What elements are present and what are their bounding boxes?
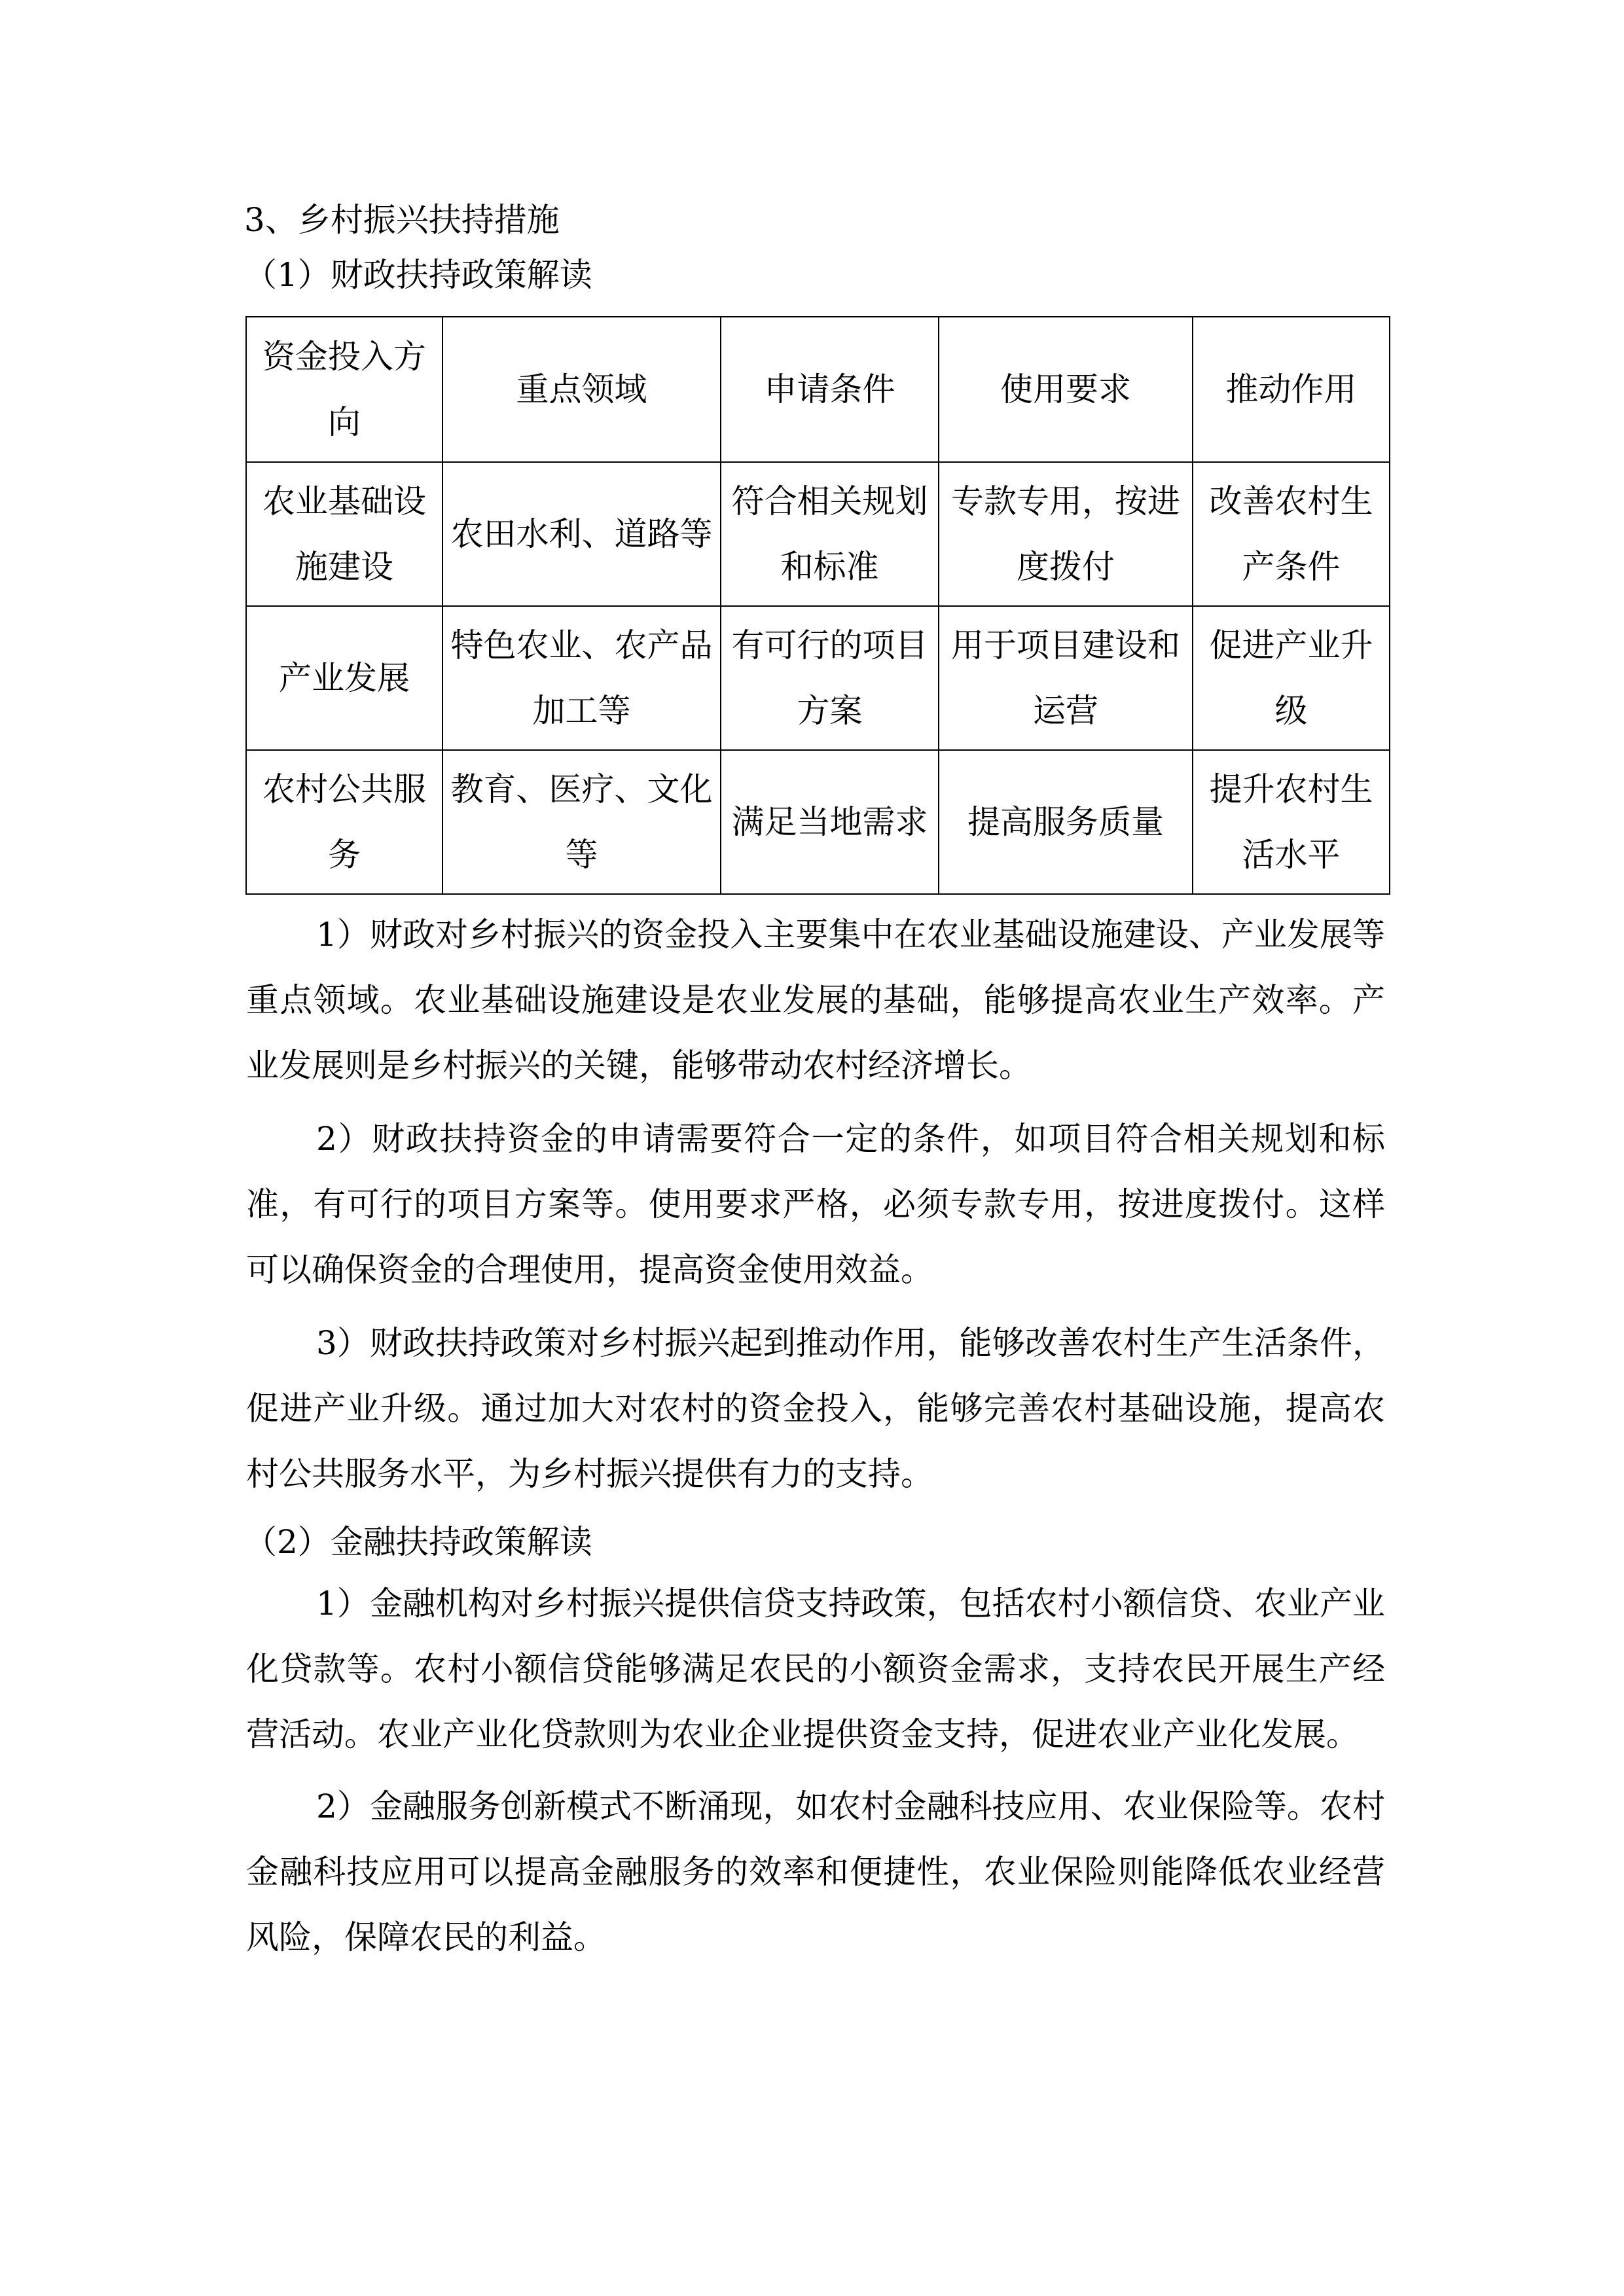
- table-cell: 有可行的项目方案: [721, 606, 939, 750]
- fiscal-support-table: [245, 316, 1390, 895]
- table-cell: 改善农村生产条件: [1193, 462, 1390, 606]
- table-header-cell: 推动作用: [1193, 317, 1390, 462]
- table-cell: 提升农村生活水平: [1193, 750, 1390, 894]
- table-cell: 农村公共服务: [246, 750, 442, 894]
- table-cell: 农业基础设施建设: [246, 462, 442, 606]
- table-cell: 产业发展: [246, 606, 442, 750]
- fiscal-point-3: 3）财政扶持政策对乡村振兴起到推动作用，能够改善农村生产生活条件，促进产业升级。通过加大对农村的资金投入，能够完善农村基础设施，提高农村公共服务水平，为乡村振兴提供有力的支持。: [246, 1324, 1385, 1493]
- table-header-cell: 重点领域: [442, 317, 721, 462]
- table-header-cell: 申请条件: [721, 317, 939, 462]
- table-cell: 教育、医疗、文化等: [442, 750, 721, 894]
- table-cell: 促进产业升级: [1193, 606, 1390, 750]
- fiscal-point-2: 2）财政扶持资金的申请需要符合一定的条件，如项目符合相关规划和标准，有可行的项目方案等。使用要求严格，必须专款专用，按进度拨付。这样可以确保资金的合理使用，提高资金使用效益。: [246, 1120, 1385, 1289]
- finance-point-1: 1）金融机构对乡村振兴提供信贷支持政策，包括农村小额信贷、农业产业化贷款等。农村小额信贷能够满足农民的小额资金需求，支持农民开展生产经营活动。农业产业化贷款则为农业企业提供资金支持，促进农业产业化发展。: [246, 1585, 1385, 1753]
- subsection-title-finance: （2）金融扶持政策解读: [244, 1523, 592, 1561]
- section-title: 3、乡村振兴扶持措施: [244, 201, 560, 239]
- table-header-cell: 使用要求: [939, 317, 1193, 462]
- table-cell: 专款专用，按进度拨付: [939, 462, 1193, 606]
- table-cell: 满足当地需求: [721, 750, 939, 894]
- table-header-row: [246, 317, 1390, 462]
- table-cell: 提高服务质量: [939, 750, 1193, 894]
- table-cell: 特色农业、农产品加工等: [442, 606, 721, 750]
- table-cell: 用于项目建设和运营: [939, 606, 1193, 750]
- table-row: [246, 750, 1390, 894]
- table-row: [246, 462, 1390, 606]
- subsection-title-fiscal: （1）财政扶持政策解读: [244, 256, 592, 294]
- table-cell: 农田水利、道路等: [442, 462, 721, 606]
- finance-point-2: 2）金融服务创新模式不断涌现，如农村金融科技应用、农业保险等。农村金融科技应用可以提高金融服务的效率和便捷性，农业保险则能降低农业经营风险，保障农民的利益。: [246, 1787, 1385, 1956]
- table-cell: 符合相关规划和标准: [721, 462, 939, 606]
- table-row: [246, 606, 1390, 750]
- fiscal-point-1: 1）财政对乡村振兴的资金投入主要集中在农业基础设施建设、产业发展等重点领域。农业基础设施建设是农业发展的基础，能够提高农业生产效率。产业发展则是乡村振兴的关键，能够带动农村经济增长。: [246, 916, 1385, 1085]
- table-header-cell: 资金投入方向: [246, 317, 442, 462]
